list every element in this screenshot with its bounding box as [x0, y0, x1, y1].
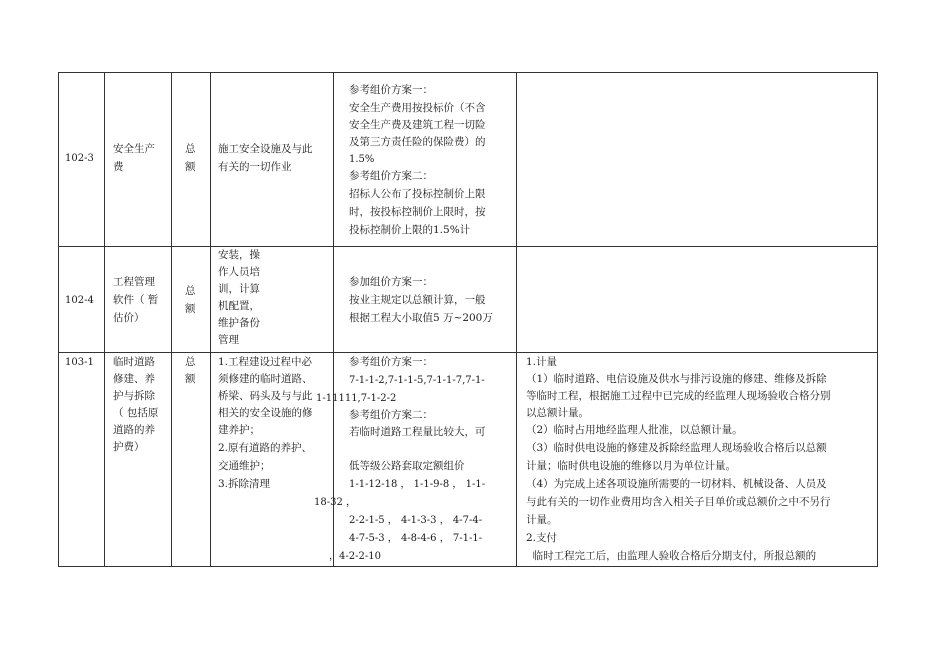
notes-line: 与此有关的一切作业费用均含入相关子目单价或总额价之中不另行 [526, 496, 831, 508]
item-name-line: 护费） [113, 441, 145, 453]
item-name-line: （ 包括原 [113, 407, 159, 419]
item-name-line: 安全生产 [113, 143, 155, 155]
pricing-line: 根据工程大小取值5 万~200万 [349, 312, 493, 324]
work-content-line: 3.拆除清理 [218, 478, 271, 490]
item-name-line: 估价） [113, 312, 145, 324]
work-content-line: 建养护； [218, 424, 260, 436]
col-divider-1 [104, 72, 105, 567]
item-name-line: 护与拆除 [113, 390, 155, 402]
work-content-line: 桥梁、码头及与与此 [218, 390, 313, 402]
work-content-line: 1.工程建设过程中必 [218, 356, 313, 368]
notes-line: 临时工程完工后，由监理人验收合格后分期支付，所报总额的 [526, 550, 817, 562]
pricing-line: 18-32 ， [314, 497, 357, 508]
pricing-line: 安全生产费用按投标价（不含 [349, 102, 486, 114]
pricing-line: 参加组价方案一： [349, 276, 433, 288]
unit-line: 额 [185, 161, 196, 173]
pricing-line: 1.5% [349, 154, 375, 165]
unit-line: 总 [185, 143, 196, 155]
pricing-line: ，4-2-2-10 [329, 551, 381, 562]
table-border-top [58, 72, 878, 73]
notes-line: （1）临时道路、电信设施及供水与排污设施的修建、维修及拆除 [526, 373, 827, 385]
table-border-right [877, 72, 878, 567]
col-divider-2 [171, 72, 172, 567]
item-name-line: 临时道路 [113, 356, 155, 368]
pricing-line: 招标人公布了投标控制价上限 [349, 188, 486, 200]
notes-line: 等临时工程，根据施工过程中已完成的经监理人现场验收合格分别 [526, 390, 831, 402]
unit-line: 额 [185, 373, 196, 385]
notes-line: （4）为完成上述各项设施所需要的一切材料、机械设备、人员及 [526, 478, 827, 490]
row-divider-1 [58, 246, 878, 247]
work-content-line: 相关的安全设施的修 [218, 407, 313, 419]
pricing-line: 参考组价方案二： [349, 409, 433, 421]
work-content-line: 交通维护； [218, 460, 271, 472]
notes-line: 以总额计量。 [526, 407, 589, 419]
pricing-line: 4-7-5-3 ， 4-8-4-6 ， 7-1-1- [349, 533, 483, 544]
item-code: 103-1 [65, 357, 94, 368]
work-content-line: 2.原有道路的养护、 [218, 442, 313, 454]
item-name-line: 道路的养 [113, 424, 155, 436]
pricing-line: 按业主规定以总额计算，一般 [349, 294, 486, 306]
notes-line: （2）临时占用地经监理人批准，以总额计量。 [526, 424, 743, 436]
pricing-line: 低等级公路套取定额组价 [349, 460, 465, 472]
notes-line: 1.计量 [526, 356, 558, 368]
row-divider-2 [58, 352, 878, 353]
pricing-line: 1-11111,7-1-2-2 [316, 393, 397, 404]
work-content-line: 须修建的临时道路、 [218, 373, 313, 385]
work-content-line: 有关的一切作业 [218, 161, 292, 173]
notes-line: 计量；临时供电设施的维修以月为单位计量。 [526, 460, 736, 472]
item-code: 102-3 [65, 153, 94, 164]
work-content-line: 安装，操 [218, 249, 260, 261]
pricing-line: 2-2-1-5 ， 4-1-3-3 ， 4-7-4- [349, 515, 483, 526]
pricing-line: 参考组价方案一： [349, 84, 433, 96]
pricing-line: 投标控制价上限的1.5%计 [349, 224, 471, 236]
pricing-line: 参考组价方案一： [349, 356, 433, 368]
pricing-line: 7-1-1-2,7-1-1-5,7-1-1-7,7-1- [349, 375, 485, 386]
pricing-line: 安全生产费及建筑工程一切险 [349, 119, 486, 131]
item-name-line: 工程管理 [113, 276, 155, 288]
pricing-line: 时，按投标控制价上限时，按 [349, 206, 486, 218]
unit-line: 额 [185, 303, 196, 315]
pricing-line: 及第三方责任险的保险费）的 [349, 136, 486, 148]
unit-line: 总 [185, 285, 196, 297]
pricing-line: 参考组价方案二： [349, 170, 433, 182]
unit-line: 总 [185, 356, 196, 368]
pricing-line: 若临时道路工程量比较大，可 [349, 426, 486, 438]
col-divider-3 [210, 72, 211, 567]
col-divider-5 [516, 72, 517, 567]
notes-line: 计量。 [526, 514, 558, 526]
item-name-line: 费 [113, 161, 124, 173]
work-content-line: 施工安全设施及与此 [218, 143, 313, 155]
work-content-line: 作人员培 [218, 266, 260, 278]
item-code: 102-4 [65, 295, 94, 306]
work-content-line: 机配置， [218, 300, 260, 312]
notes-line: 2.支付 [526, 532, 558, 544]
table-border-bottom [58, 566, 878, 567]
item-name-line: 修建、养 [113, 373, 155, 385]
table-border-left [58, 72, 59, 567]
work-content-line: 训，计算 [218, 283, 260, 295]
item-name-line: 软件（ 暂 [113, 294, 159, 306]
notes-line: （3）临时供电设施的修建及拆除经监理人现场验收合格后以总额 [526, 442, 827, 454]
col-divider-4 [333, 72, 334, 567]
work-content-line: 维护备份 [218, 317, 260, 329]
work-content-line: 管理 [218, 334, 239, 346]
pricing-line: 1-1-12-18 ， 1-1-9-8 ， 1-1- [349, 479, 486, 490]
